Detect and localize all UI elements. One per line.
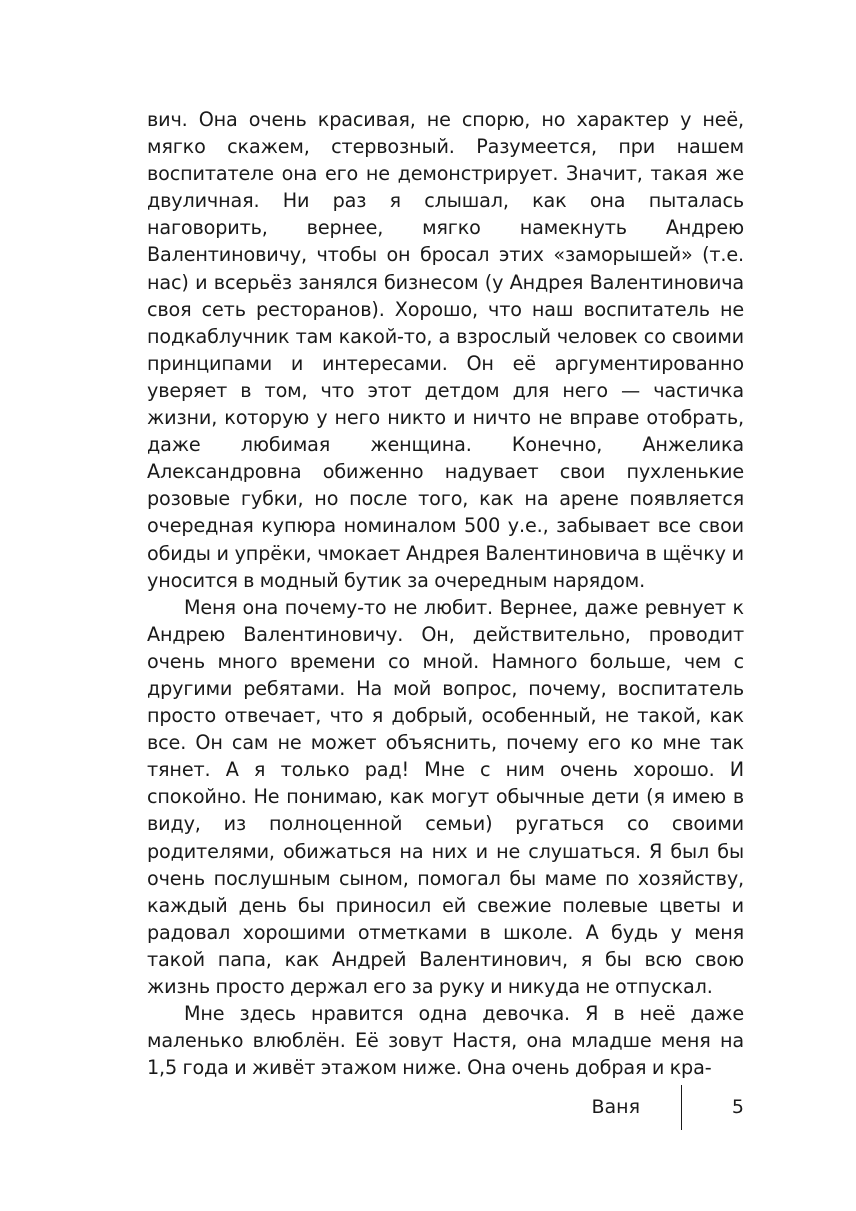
paragraph-1: вич. Она очень красивая, не спорю, но характер у неё, мягко скажем, стервозный. Разумеется, при нашем воспитателе она его не демонстрирует. Значит, такая же двуличная. Ни раз я слышал, как она пыталась наговорить, вернее, мягко намекнуть Андрею Валентиновичу, чтобы он бросал этих «заморышей» (т.е. нас) и всерьёз занялся бизнесом (у Андрея Валентиновича своя сеть ресторанов). Хорошо, что наш воспитатель не подкаблучник там какой-то, а взрослый человек со своими принципами и интересами. Он её аргументированно уверяет в том, что этот детдом для него — частичка жизни, которую у него никто и ничто не вправе отобрать, даже любимая женщина. Конечно, Анжелика Александровна обиженно надувает свои пухленькие розовые губки, но после того, как на арене появляется очередная купюра номиналом 500 у.е., забывает все свои обиды и упрёки, чмокает Андрея Валентиновича в щёчку и уносится в модный бутик за очередным нарядом. [147,108,744,592]
paragraph-2: Меня она почему-то не любит. Вернее, даже ревнует к Андрею Валентиновичу. Он, действительно, проводит очень много времени со мной. Намного больше, чем с другими ребятами. На мой вопрос, почему, воспитатель просто отвечает, что я добрый, особенный, не такой, как все. Он сам не может объяснить, почему его ко мне так тянет. А я только рад! Мне с ним очень хорошо. И спокойно. Не понимаю, как могут обычные дети (я имею в виду, из полноценной семьи) ругаться со своими родителями, обижаться на них и не слушаться. Я был бы очень послушным сыном, помогал бы маме по хозяйству, каждый день бы приносил ей свежие полевые цветы и радовал хорошими отметками в школе. А будь у меня такой папа, как Андрей Валентинович, я бы всю свою жизнь просто держал его за руку и никуда не отпускал. [147,595,744,998]
page-body [147,106,744,1081]
page-number: 5 [731,1096,744,1118]
footer-divider [681,1085,682,1130]
running-title: Ваня [591,1096,640,1118]
paragraph-3: Мне здесь нравится одна девочка. Я в неё даже маленько влюблён. Её зовут Настя, она младше меня на 1,5 года и живёт этажом ниже. Она очень добрая и кра- [147,1002,744,1080]
